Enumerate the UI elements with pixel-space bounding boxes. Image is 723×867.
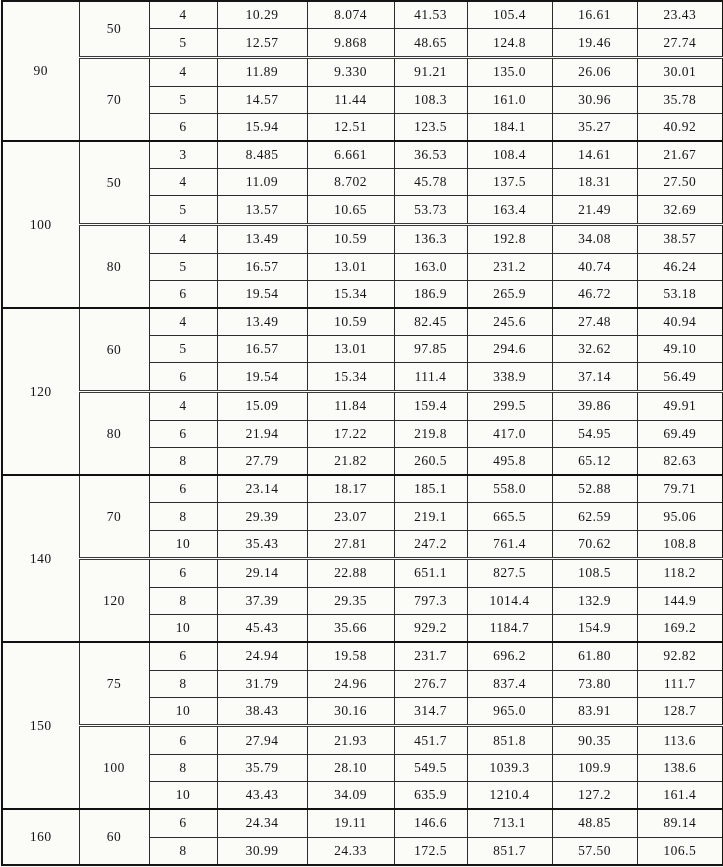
value-cell: 27.79	[217, 447, 307, 475]
value-cell: 30.96	[552, 86, 637, 113]
value-cell: 40.92	[637, 113, 723, 141]
value-cell: 159.4	[394, 392, 467, 421]
value-cell: 128.7	[637, 697, 723, 726]
value-cell: 35.78	[637, 86, 723, 113]
thickness-cell: 8	[149, 670, 217, 697]
thickness-cell: 4	[149, 57, 217, 86]
value-cell: 30.99	[217, 837, 307, 865]
value-cell: 46.24	[637, 253, 723, 280]
value-cell: 185.1	[394, 475, 467, 503]
value-cell: 19.46	[552, 29, 637, 58]
value-cell: 29.39	[217, 503, 307, 530]
value-cell: 797.3	[394, 587, 467, 614]
value-cell: 1184.7	[467, 614, 552, 642]
value-cell: 26.06	[552, 57, 637, 86]
value-cell: 29.14	[217, 559, 307, 588]
value-cell: 6.661	[307, 141, 394, 169]
table-row	[2, 57, 723, 86]
value-cell: 137.5	[467, 169, 552, 196]
value-cell: 219.1	[394, 503, 467, 530]
value-cell: 22.88	[307, 559, 394, 588]
thickness-cell: 4	[149, 225, 217, 254]
thickness-cell: 5	[149, 29, 217, 58]
value-cell: 15.09	[217, 392, 307, 421]
value-cell: 146.6	[394, 809, 467, 837]
value-cell: 27.50	[637, 169, 723, 196]
value-cell: 495.8	[467, 447, 552, 475]
thickness-cell: 10	[149, 697, 217, 726]
value-cell: 1210.4	[467, 781, 552, 809]
value-cell: 635.9	[394, 781, 467, 809]
value-cell: 18.31	[552, 169, 637, 196]
value-cell: 549.5	[394, 754, 467, 781]
value-cell: 24.33	[307, 837, 394, 865]
value-cell: 24.96	[307, 670, 394, 697]
value-cell: 40.94	[637, 308, 723, 336]
value-cell: 21.67	[637, 141, 723, 169]
thickness-cell: 3	[149, 141, 217, 169]
value-cell: 10.59	[307, 225, 394, 254]
thickness-cell: 4	[149, 392, 217, 421]
value-cell: 123.5	[394, 113, 467, 141]
value-cell: 34.09	[307, 781, 394, 809]
thickness-cell: 10	[149, 614, 217, 642]
table-row	[2, 475, 723, 503]
thickness-cell: 5	[149, 336, 217, 363]
value-cell: 27.48	[552, 308, 637, 336]
value-cell: 21.94	[217, 420, 307, 447]
value-cell: 14.57	[217, 86, 307, 113]
table-row	[2, 726, 723, 755]
value-cell: 124.8	[467, 29, 552, 58]
value-cell: 82.63	[637, 447, 723, 475]
width-cell: 75	[79, 642, 149, 726]
value-cell: 30.16	[307, 697, 394, 726]
value-cell: 12.57	[217, 29, 307, 58]
thickness-cell: 4	[149, 308, 217, 336]
thickness-cell: 4	[149, 1, 217, 29]
value-cell: 49.10	[637, 336, 723, 363]
value-cell: 11.89	[217, 57, 307, 86]
value-cell: 53.73	[394, 196, 467, 225]
thickness-cell: 8	[149, 503, 217, 530]
value-cell: 11.44	[307, 86, 394, 113]
value-cell: 28.10	[307, 754, 394, 781]
section-properties-table	[1, 0, 723, 866]
value-cell: 851.8	[467, 726, 552, 755]
value-cell: 247.2	[394, 530, 467, 559]
value-cell: 12.51	[307, 113, 394, 141]
value-cell: 30.01	[637, 57, 723, 86]
value-cell: 13.01	[307, 336, 394, 363]
value-cell: 18.17	[307, 475, 394, 503]
value-cell: 27.74	[637, 29, 723, 58]
value-cell: 265.9	[467, 280, 552, 308]
value-cell: 19.11	[307, 809, 394, 837]
thickness-cell: 5	[149, 196, 217, 225]
value-cell: 17.22	[307, 420, 394, 447]
table-row	[2, 642, 723, 670]
value-cell: 127.2	[552, 781, 637, 809]
value-cell: 144.9	[637, 587, 723, 614]
value-cell: 118.2	[637, 559, 723, 588]
value-cell: 558.0	[467, 475, 552, 503]
value-cell: 851.7	[467, 837, 552, 865]
value-cell: 8.074	[307, 1, 394, 29]
value-cell: 34.08	[552, 225, 637, 254]
width-cell: 120	[79, 559, 149, 643]
value-cell: 8.702	[307, 169, 394, 196]
value-cell: 665.5	[467, 503, 552, 530]
value-cell: 15.34	[307, 363, 394, 392]
value-cell: 417.0	[467, 420, 552, 447]
value-cell: 294.6	[467, 336, 552, 363]
value-cell: 45.78	[394, 169, 467, 196]
value-cell: 13.57	[217, 196, 307, 225]
value-cell: 41.53	[394, 1, 467, 29]
table-row	[2, 141, 723, 169]
value-cell: 62.59	[552, 503, 637, 530]
thickness-cell: 8	[149, 754, 217, 781]
width-cell: 50	[79, 141, 149, 225]
value-cell: 105.4	[467, 1, 552, 29]
size-group-cell: 90	[2, 1, 79, 141]
thickness-cell: 8	[149, 447, 217, 475]
value-cell: 52.88	[552, 475, 637, 503]
value-cell: 23.43	[637, 1, 723, 29]
thickness-cell: 5	[149, 253, 217, 280]
value-cell: 32.62	[552, 336, 637, 363]
value-cell: 135.0	[467, 57, 552, 86]
thickness-cell: 6	[149, 113, 217, 141]
value-cell: 35.27	[552, 113, 637, 141]
value-cell: 192.8	[467, 225, 552, 254]
value-cell: 163.4	[467, 196, 552, 225]
width-cell: 60	[79, 809, 149, 865]
thickness-cell: 8	[149, 587, 217, 614]
value-cell: 95.06	[637, 503, 723, 530]
thickness-cell: 4	[149, 169, 217, 196]
value-cell: 13.49	[217, 225, 307, 254]
value-cell: 48.85	[552, 809, 637, 837]
value-cell: 108.5	[552, 559, 637, 588]
value-cell: 27.81	[307, 530, 394, 559]
value-cell: 161.0	[467, 86, 552, 113]
thickness-cell: 5	[149, 86, 217, 113]
value-cell: 37.39	[217, 587, 307, 614]
value-cell: 24.94	[217, 642, 307, 670]
value-cell: 13.01	[307, 253, 394, 280]
value-cell: 23.14	[217, 475, 307, 503]
value-cell: 136.3	[394, 225, 467, 254]
value-cell: 761.4	[467, 530, 552, 559]
value-cell: 16.57	[217, 253, 307, 280]
thickness-cell: 6	[149, 809, 217, 837]
table-row	[2, 1, 723, 29]
value-cell: 79.71	[637, 475, 723, 503]
table-body	[2, 1, 723, 865]
size-group-cell: 160	[2, 809, 79, 865]
value-cell: 35.66	[307, 614, 394, 642]
value-cell: 83.91	[552, 697, 637, 726]
value-cell: 21.93	[307, 726, 394, 755]
value-cell: 39.86	[552, 392, 637, 421]
table-row	[2, 809, 723, 837]
value-cell: 186.9	[394, 280, 467, 308]
value-cell: 57.50	[552, 837, 637, 865]
value-cell: 299.5	[467, 392, 552, 421]
width-cell: 80	[79, 392, 149, 476]
thickness-cell: 10	[149, 781, 217, 809]
value-cell: 231.2	[467, 253, 552, 280]
value-cell: 46.72	[552, 280, 637, 308]
value-cell: 161.4	[637, 781, 723, 809]
value-cell: 45.43	[217, 614, 307, 642]
value-cell: 29.35	[307, 587, 394, 614]
value-cell: 965.0	[467, 697, 552, 726]
value-cell: 90.35	[552, 726, 637, 755]
value-cell: 16.57	[217, 336, 307, 363]
thickness-cell: 6	[149, 726, 217, 755]
value-cell: 231.7	[394, 642, 467, 670]
value-cell: 56.49	[637, 363, 723, 392]
value-cell: 260.5	[394, 447, 467, 475]
width-cell: 60	[79, 308, 149, 392]
value-cell: 9.868	[307, 29, 394, 58]
thickness-cell: 8	[149, 837, 217, 865]
value-cell: 154.9	[552, 614, 637, 642]
thickness-cell: 6	[149, 363, 217, 392]
value-cell: 10.29	[217, 1, 307, 29]
value-cell: 89.14	[637, 809, 723, 837]
width-cell: 100	[79, 726, 149, 810]
value-cell: 9.330	[307, 57, 394, 86]
value-cell: 38.57	[637, 225, 723, 254]
value-cell: 314.7	[394, 697, 467, 726]
value-cell: 11.84	[307, 392, 394, 421]
value-cell: 276.7	[394, 670, 467, 697]
value-cell: 82.45	[394, 308, 467, 336]
table-row	[2, 308, 723, 336]
value-cell: 35.43	[217, 530, 307, 559]
width-cell: 80	[79, 225, 149, 309]
value-cell: 245.6	[467, 308, 552, 336]
size-group-cell: 140	[2, 475, 79, 642]
value-cell: 11.09	[217, 169, 307, 196]
value-cell: 10.65	[307, 196, 394, 225]
width-cell: 50	[79, 1, 149, 57]
value-cell: 184.1	[467, 113, 552, 141]
value-cell: 48.65	[394, 29, 467, 58]
thickness-cell: 6	[149, 280, 217, 308]
value-cell: 111.4	[394, 363, 467, 392]
thickness-cell: 6	[149, 559, 217, 588]
thickness-cell: 6	[149, 420, 217, 447]
value-cell: 713.1	[467, 809, 552, 837]
value-cell: 31.79	[217, 670, 307, 697]
value-cell: 163.0	[394, 253, 467, 280]
value-cell: 65.12	[552, 447, 637, 475]
value-cell: 108.8	[637, 530, 723, 559]
value-cell: 106.5	[637, 837, 723, 865]
value-cell: 837.4	[467, 670, 552, 697]
value-cell: 70.62	[552, 530, 637, 559]
value-cell: 23.07	[307, 503, 394, 530]
value-cell: 108.4	[467, 141, 552, 169]
value-cell: 15.34	[307, 280, 394, 308]
value-cell: 13.49	[217, 308, 307, 336]
value-cell: 19.54	[217, 363, 307, 392]
value-cell: 696.2	[467, 642, 552, 670]
value-cell: 97.85	[394, 336, 467, 363]
size-group-cell: 150	[2, 642, 79, 809]
value-cell: 40.74	[552, 253, 637, 280]
value-cell: 24.34	[217, 809, 307, 837]
value-cell: 61.80	[552, 642, 637, 670]
value-cell: 19.54	[217, 280, 307, 308]
value-cell: 338.9	[467, 363, 552, 392]
value-cell: 21.82	[307, 447, 394, 475]
thickness-cell: 6	[149, 642, 217, 670]
value-cell: 19.58	[307, 642, 394, 670]
value-cell: 54.95	[552, 420, 637, 447]
thickness-cell: 10	[149, 530, 217, 559]
value-cell: 37.14	[552, 363, 637, 392]
value-cell: 451.7	[394, 726, 467, 755]
value-cell: 109.9	[552, 754, 637, 781]
value-cell: 14.61	[552, 141, 637, 169]
value-cell: 169.2	[637, 614, 723, 642]
thickness-cell: 6	[149, 475, 217, 503]
value-cell: 8.485	[217, 141, 307, 169]
value-cell: 92.82	[637, 642, 723, 670]
value-cell: 929.2	[394, 614, 467, 642]
value-cell: 1014.4	[467, 587, 552, 614]
value-cell: 21.49	[552, 196, 637, 225]
value-cell: 219.8	[394, 420, 467, 447]
value-cell: 53.18	[637, 280, 723, 308]
value-cell: 132.9	[552, 587, 637, 614]
value-cell: 113.6	[637, 726, 723, 755]
value-cell: 16.61	[552, 1, 637, 29]
value-cell: 10.59	[307, 308, 394, 336]
value-cell: 69.49	[637, 420, 723, 447]
width-cell: 70	[79, 475, 149, 559]
value-cell: 15.94	[217, 113, 307, 141]
value-cell: 111.7	[637, 670, 723, 697]
table-row	[2, 225, 723, 254]
table-row	[2, 559, 723, 588]
value-cell: 43.43	[217, 781, 307, 809]
value-cell: 651.1	[394, 559, 467, 588]
value-cell: 49.91	[637, 392, 723, 421]
value-cell: 91.21	[394, 57, 467, 86]
value-cell: 38.43	[217, 697, 307, 726]
table-row	[2, 392, 723, 421]
value-cell: 36.53	[394, 141, 467, 169]
value-cell: 138.6	[637, 754, 723, 781]
value-cell: 827.5	[467, 559, 552, 588]
width-cell: 70	[79, 57, 149, 141]
value-cell: 32.69	[637, 196, 723, 225]
value-cell: 27.94	[217, 726, 307, 755]
size-group-cell: 100	[2, 141, 79, 308]
value-cell: 35.79	[217, 754, 307, 781]
size-group-cell: 120	[2, 308, 79, 475]
value-cell: 108.3	[394, 86, 467, 113]
value-cell: 73.80	[552, 670, 637, 697]
value-cell: 1039.3	[467, 754, 552, 781]
value-cell: 172.5	[394, 837, 467, 865]
